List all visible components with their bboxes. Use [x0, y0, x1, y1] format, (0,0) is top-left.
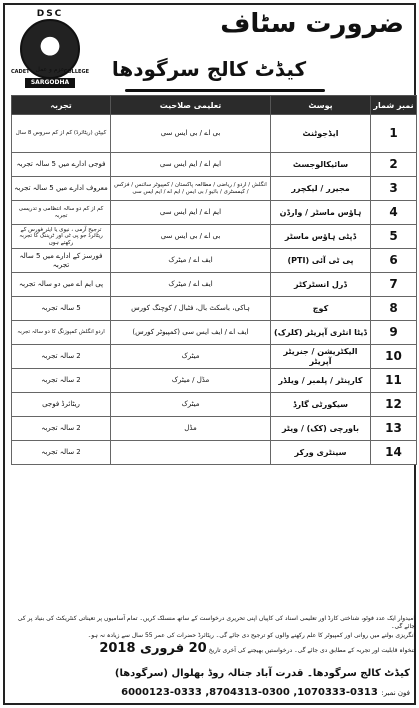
row-post: ڈپٹی ہاؤس ماسٹر: [271, 225, 371, 249]
row-qual: ایف اے / میٹرک: [111, 249, 271, 273]
page-title: ضرورت سٹاف: [220, 9, 404, 39]
row-exp: فوجی ادارے میں 5 سالہ تجربہ: [12, 153, 111, 177]
row-post: ایڈجوٹنٹ: [271, 115, 371, 153]
job-advertisement: [3, 3, 416, 705]
row-post: سیکورٹی گارڈ: [271, 393, 371, 417]
row-num: 4: [371, 201, 417, 225]
row-num: 8: [371, 297, 417, 321]
row-exp: ترجیح آرمی ، نیوی یا ایئر فورس کے ریٹائرڈ جو پی ٹی اور ٹریننگ کا تجربہ رکھتے ہوں: [12, 225, 111, 249]
table-row: [12, 369, 417, 393]
table-row: [12, 297, 417, 321]
row-qual: بی اے / بی ایس سی: [111, 115, 271, 153]
logo-motto: عزم و عمل: [35, 66, 65, 73]
row-num: 7: [371, 273, 417, 297]
table-row: [12, 273, 417, 297]
note-3-text: تنخواہ قابلیت اور تجربہ کے مطابق دی جائے گی۔ درخواستیں بھیجنے کی آخری تاریخ: [208, 647, 415, 655]
row-num: 10: [371, 345, 417, 369]
row-post: مجیرر / لیکچرر: [271, 177, 371, 201]
page-subtitle: کیڈٹ کالج سرگودھا: [111, 57, 307, 81]
column-header-post: پوسٹ: [271, 96, 371, 115]
row-num: 3: [371, 177, 417, 201]
table-row: [12, 153, 417, 177]
row-exp: 2 سالہ تجربہ: [12, 441, 111, 465]
note-1: امیدوار ایک عدد فوٹو، شناختی کارڈ اور تعلیمی اسناد کی کاپیاں اپنی تحریری درخواست کے ساتھ منسلک کریں۔ تمام آسامیوں پر تعیناتی کنٹریکٹ کی بنیاد پر کی جائے گی۔: [17, 615, 415, 631]
row-post: ڈیٹا انٹری آپریٹر (کلرک): [271, 321, 371, 345]
row-post: سائیکالوجسٹ: [271, 153, 371, 177]
table-row: [12, 345, 417, 369]
table-row: [12, 115, 417, 153]
college-logo: [11, 9, 89, 91]
row-qual: انگلش / اردو / ریاضی / مطالعہ پاکستان / کمپیوٹر سائنس / فزکس / کیمسٹری / بائیو / بی ایس / ایم اے / ایم ایس سی: [111, 177, 271, 201]
column-header-qual: تعلیمی صلاحیت: [111, 96, 271, 115]
table-row: [12, 201, 417, 225]
row-num: 2: [371, 153, 417, 177]
row-post: ہاؤس ماسٹر / وارڈن: [271, 201, 371, 225]
row-num: 1: [371, 115, 417, 153]
logo-banner: [11, 69, 89, 75]
row-exp: پی ایم اے میں دو سالہ تجربہ: [12, 273, 111, 297]
row-qual: ایف اے / میٹرک: [111, 273, 271, 297]
row-qual: میٹرک: [111, 345, 271, 369]
row-exp: کیپٹن (ریٹائرڈ) کم از کم سروس 8 سال: [12, 115, 111, 153]
row-exp: ریٹائرڈ فوجی: [12, 393, 111, 417]
note-3: [13, 640, 415, 658]
table-row: [12, 417, 417, 441]
row-exp: 2 سالہ تجربہ: [12, 417, 111, 441]
row-post: الیکٹریشن / جنریٹر آپریٹر: [271, 345, 371, 369]
table-row: [12, 393, 417, 417]
column-header-num: نمبر شمار: [371, 96, 417, 115]
deadline-date: 20 فروری 2018: [99, 641, 207, 657]
vacancies-table: [11, 95, 417, 465]
row-qual: مڈل / میٹرک: [111, 369, 271, 393]
table-row: [12, 249, 417, 273]
row-post: پی ٹی آئی (PTI): [271, 249, 371, 273]
row-qual: [111, 441, 271, 465]
table-row: [12, 177, 417, 201]
table-row: [12, 321, 417, 345]
row-qual: ایم اے / ایم ایس سی: [111, 201, 271, 225]
row-num: 13: [371, 417, 417, 441]
logo-banner-right: COLLEGE: [63, 69, 89, 75]
row-exp: اردو انگلش کمپوزنگ کا دو سالہ تجربہ: [12, 321, 111, 345]
row-exp: کم از کم دو سالہ انتظامی و تدریسی تجربہ: [12, 201, 111, 225]
college-address: کیڈٹ کالج سرگودھا۔ قدرت آباد جنالہ روڈ بھلوال (سرگودھا): [114, 668, 410, 679]
row-post: سینٹری ورکر: [271, 441, 371, 465]
phone-numbers: 0313-1070333, 0300-8704313, 0333-6000123: [121, 687, 378, 698]
logo-name: SARGODHA: [25, 78, 75, 88]
table-row: [12, 441, 417, 465]
row-num: 9: [371, 321, 417, 345]
contact-phones: [11, 687, 416, 698]
row-num: 11: [371, 369, 417, 393]
title-underline: [125, 89, 325, 92]
table-row: [12, 225, 417, 249]
row-post: ڈرل انسٹرکٹر: [271, 273, 371, 297]
row-exp: 5 سالہ تجربہ: [12, 297, 111, 321]
column-header-exp: تجربہ: [12, 96, 111, 115]
row-exp: 2 سالہ تجربہ: [12, 345, 111, 369]
logo-initials: DSC: [36, 9, 64, 19]
row-qual: ایم اے / ایم ایس سی: [111, 153, 271, 177]
row-post: کوچ: [271, 297, 371, 321]
phone-label: فون نمبر:: [381, 689, 410, 697]
instructions: [13, 615, 415, 658]
row-num: 12: [371, 393, 417, 417]
row-post: کارپنٹر / پلمبر / ویلڈر: [271, 369, 371, 393]
logo-banner-left: CADET: [11, 69, 30, 75]
row-post: باورچی (کک) / ویٹر: [271, 417, 371, 441]
row-qual: ہاکی، باسکٹ بال، فٹبال / کوچنگ کورس: [111, 297, 271, 321]
row-num: 5: [371, 225, 417, 249]
row-exp: فورسز کے ادارے میں 5 سالہ تجربہ: [12, 249, 111, 273]
row-num: 6: [371, 249, 417, 273]
row-exp: معروف ادارے میں 5 سالہ تجربہ: [12, 177, 111, 201]
row-qual: بی اے / بی ایس سی: [111, 225, 271, 249]
table-header-row: [12, 96, 417, 115]
row-exp: 2 سالہ تجربہ: [12, 369, 111, 393]
row-qual: ایف اے / ایف ایس سی (کمپیوٹر کورس): [111, 321, 271, 345]
row-num: 14: [371, 441, 417, 465]
row-qual: مڈل: [111, 417, 271, 441]
note-2: انگریزی بولنے میں روانی اور کمپیوٹر کا علم رکھنے والوں کو ترجیح دی جائے گی۔ ریٹائرڈ حضرات کی عمر 55 سال سے زیادہ نہ ہو۔: [87, 631, 415, 639]
row-qual: میٹرک: [111, 393, 271, 417]
